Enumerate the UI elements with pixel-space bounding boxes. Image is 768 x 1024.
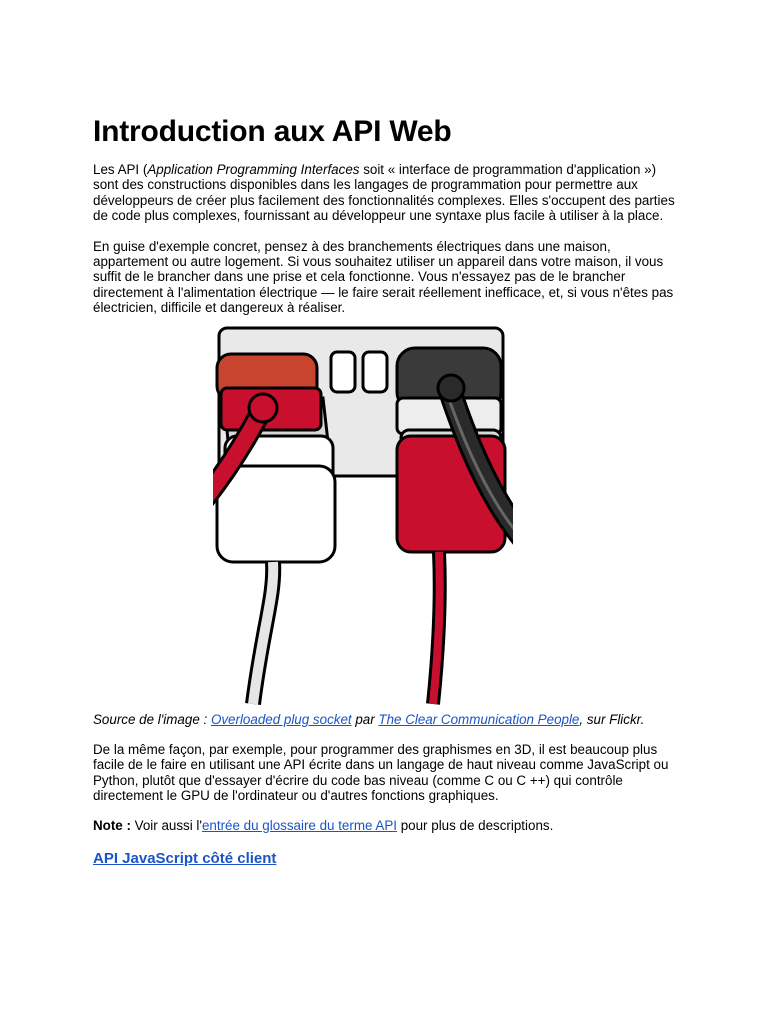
intro-paragraph	[93, 162, 683, 224]
intro-prefix: Les API (	[93, 162, 148, 177]
intro-rest: soit « interface de programmation d'application ») sont des constructions disponibles dans les langages de programmation pour permettre aux développeurs de créer plus facilement des fonctionnalités complexes. Elles s'occupent des parties de code plus complexes, fournissant au développeur une syntaxe plus facile à utiliser à la place.	[93, 162, 675, 224]
caption-middle: par	[351, 711, 379, 727]
note-label: Note :	[93, 817, 131, 833]
image-source-link[interactable]: Overloaded plug socket	[210, 711, 352, 727]
glossary-link[interactable]: entrée du glossaire du terme API	[201, 817, 397, 833]
note-prefix: Voir aussi l'	[130, 817, 202, 833]
overloaded-plug-socket-illustration	[213, 326, 513, 706]
page-title: Introduction aux API Web	[93, 115, 452, 148]
author-link[interactable]: The Clear Communication People	[378, 711, 580, 727]
caption-suffix: , sur Flickr.	[579, 711, 645, 727]
section-heading	[93, 849, 683, 869]
note-paragraph	[93, 818, 683, 833]
section-heading-link[interactable]: API JavaScript côté client	[93, 850, 277, 868]
note-suffix: pour plus de descriptions.	[397, 817, 554, 833]
image-caption	[93, 712, 683, 727]
intro-term: Application Programming Interfaces	[147, 162, 360, 177]
example-paragraph: En guise d'exemple concret, pensez à des branchements électriques dans une maison, appartement ou autre logement. Si vous souhaitez utiliser un appareil dans votre maison, il vous suffit de le brancher dans une prise et cela fonctionne. Vous n'essayez pas de le brancher directement à l'alimentation électrique — le faire serait réellement inefficace, et, si vous n'êtes pas électricien, difficile et dangereux à réaliser.	[93, 238, 674, 316]
graphics-paragraph: De la même façon, par exemple, pour programmer des graphismes en 3D, il est beaucoup plus facile de le faire en utilisant une API écrite dans un langage de haut niveau comme JavaScript ou Python, plutôt que d'essayer d'écrire du code bas niveau (comme C ou C ++) qui contrôle directement le GPU de l'ordinateur ou d'autres fonctions graphiques.	[93, 742, 669, 804]
caption-prefix: Source de l'image :	[93, 711, 211, 727]
plug-socket-figure	[93, 326, 683, 708]
article-content	[93, 114, 683, 869]
